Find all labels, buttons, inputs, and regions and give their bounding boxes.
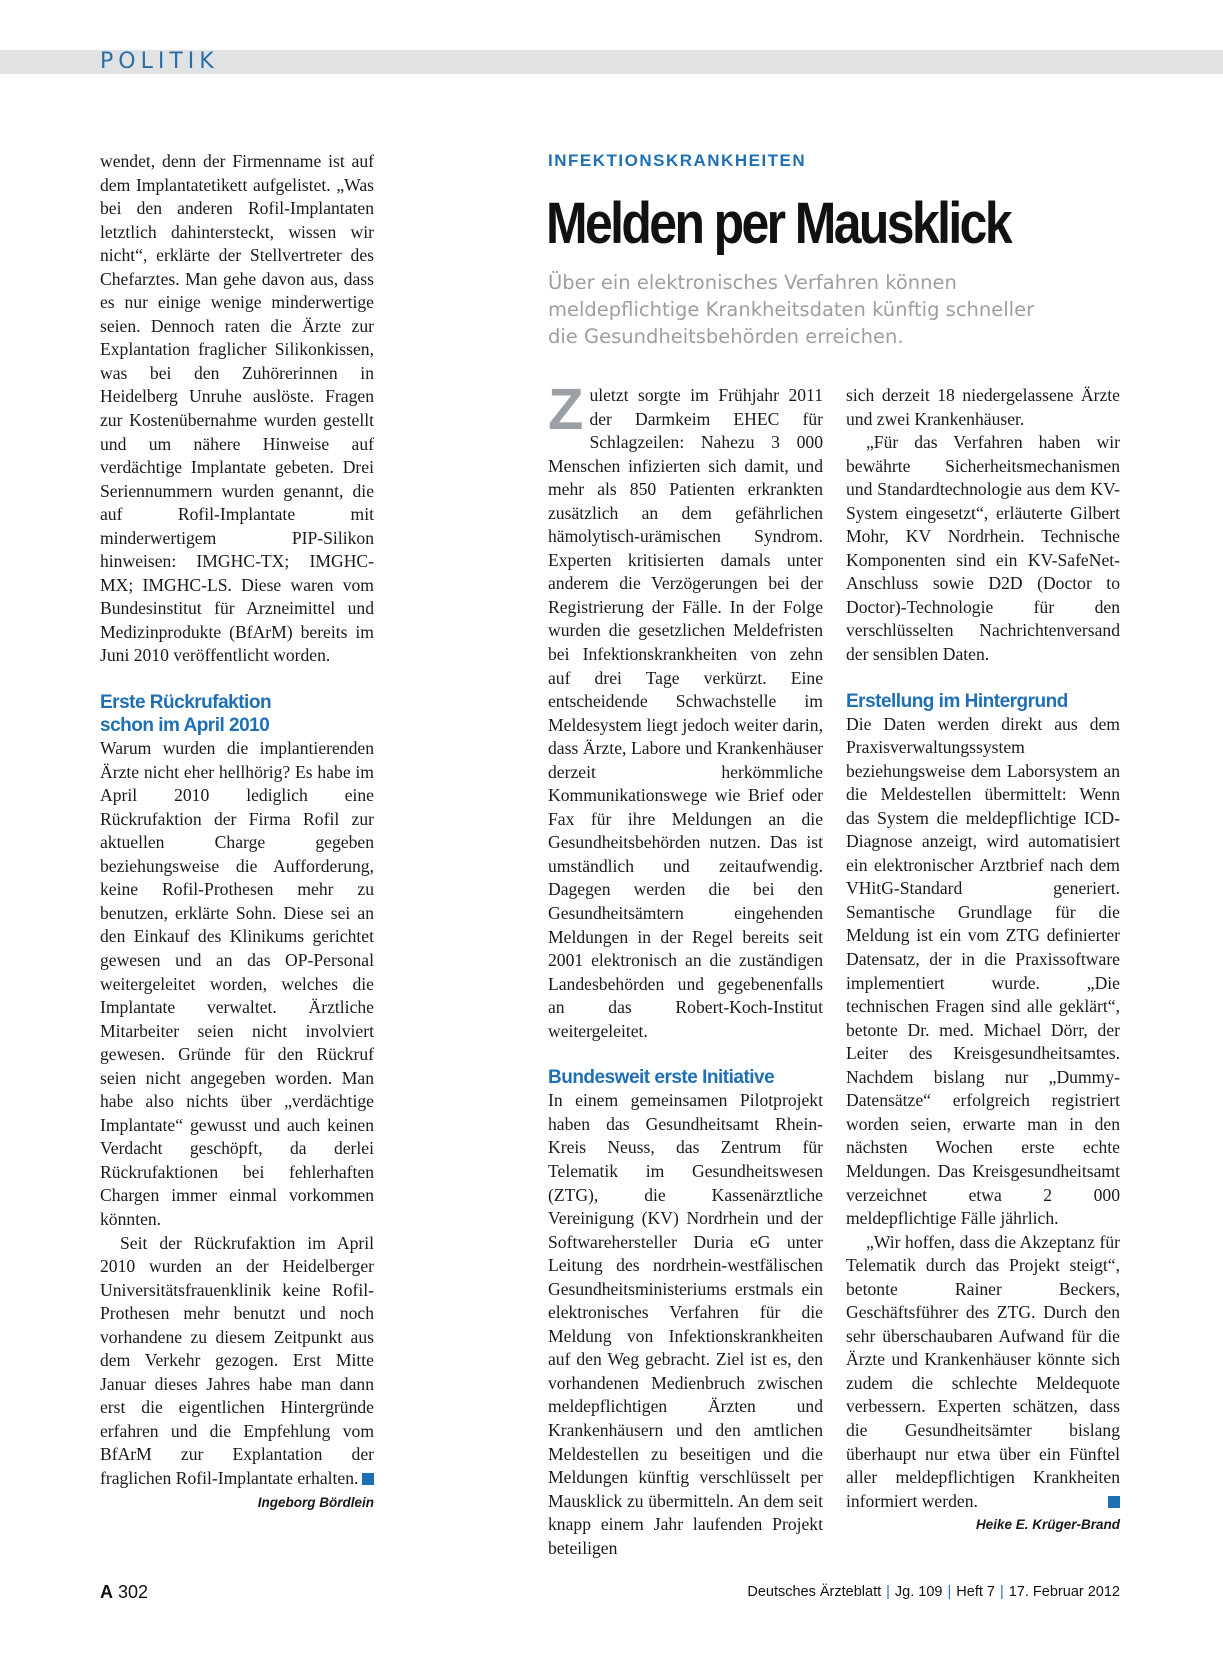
- separator: |: [886, 1584, 890, 1600]
- page-prefix: A: [100, 1582, 113, 1602]
- deck-line: Über ein elektronisches Verfahren können: [548, 271, 957, 294]
- journal-name: Deutsches Ärzteblatt: [747, 1584, 882, 1600]
- deck-line: die Gesundheitsbehörden erreichen.: [548, 325, 904, 348]
- body-paragraph: [100, 1232, 374, 1491]
- paragraph-text: uletzt sorgte im Frühjahr 2011 der Darmkeim EHEC für Schlagzeilen: Nahezu 3 000 Menschen infizierten sich damit, und mehr als 850 Patienten erkrankten zusätzlich an dem gefährlichen hämolytisch-urämischen Syndrom. Experten kritisierten damals unter anderem die Verzögerungen bei der Registrierung der Fälle. In der Folge wurden die gesetzlichen Meldefristen bei Infektionskrankheiten von zehn auf drei Tage verkürzt. Eine entscheidende Schwachstelle im Meldesystem liegt jedoch weiter darin, dass Ärzte, Labore und Krankenhäuser derzeit herkömmliche Kommunikationswege wie Brief oder Fax für ihre Meldungen an die Gesundheitsbehörden nutzen. Das ist umständlich und zeitaufwendig. Dagegen werden die bei den Gesundheitsämtern eingehenden Meldungen in der Regel bereits seit 2001 elektronisch an die zuständigen Landesbehörden und gegebenenfalls an das Robert-Koch-Institut weitergeleitet.: [548, 385, 823, 1041]
- body-paragraph: Warum wurden die implantierenden Ärzte nicht eher hellhörig? Es habe im April 2010 lediglich eine Rückrufaktion der Firma Rofil zur aktuellen Charge gegeben beziehungsweise die Aufforderung, keine Rofil-Prothesen mehr zu benutzen, erklärte Sohn. Diese sei an den Einkauf des Klinikums gerichtet gewesen und an das OP-Personal weitergeleitet worden, welches die Implantate verwaltet. Ärztliche Mitarbeiter seien nicht involviert gewesen. Gründe für den Rückruf seien nicht angegeben worden. Man habe also nichts über „verdächtige Implantate“ gewusst und auch keinen Verdacht geschöpft, da derlei Rückrufaktionen bei fehlerhaften Chargen immer einmal vorkommen könnten.: [100, 738, 374, 1229]
- author-byline: Heike E. Krüger-Brand: [975, 1517, 1120, 1533]
- body-paragraph: In einem gemeinsamen Pilotprojekt haben das Gesundheitsamt Rhein-Kreis Neuss, das Zentrum für Telematik im Gesundheitswesen (ZTG), die Kassenärztliche Vereinigung (KV) Nordrhein und der Softwarehersteller Duria eG unter Leitung des nordrhein-westfälischen Gesundheitsministeriums erstmals ein elektronisches Verfahren für die Meldung von Infektionskrankheiten auf den Weg gebracht. Ziel ist es, den vorhandenen Medienbruch zwischen meldepflichtigen Ärzten und Krankenhäusern und den amtlichen Meldestellen zu beseitigen und die Meldungen künftig verschlüsselt per Mausklick zu übermitteln. An dem seit knapp einem Jahr laufenden Projekt beteiligen: [548, 1090, 823, 1558]
- end-mark-icon: [362, 1473, 374, 1485]
- paragraph-text: „Wir hoffen, dass die Akzeptanz für Telematik durch das Projekt steigt“, betonte Rainer Beckers, Geschäftsführer des ZTG. Durch den sehr überschaubaren Aufwand für die Ärzte und Krankenhäuser könnte sich zudem die schlechte Meldequote verbessern. Experten schätzen, dass die Gesundheitsämter bislang überhaupt nur etwa über ein Fünftel aller meldepflichtigen Krankheiten informiert werden.: [846, 1231, 1120, 1511]
- body-paragraph: Die Daten werden direkt aus dem Praxisverwaltungssystem beziehungsweise dem Laborsystem an die Meldestellen übermittelt: Wenn das System die meldepflichtige ICD-Diagnose anzeigt, wird automatisiert ein elektronischer Arztbrief nach dem VHitG-Standard generiert. Semantische Grundlage für die Meldung ist ein vom ZTG definierter Datensatz, der in die Praxissoftware implementiert wurde. „Die technischen Fragen sind alle geklärt“, betonte Dr. med. Michael Dörr, der Leiter des Kreisgesundheitsamtes. Nachdem bislang nur „Dummy-Datensätze“ erfolgreich registriert worden seien, erwarte man in den nächsten Wochen erste echte Meldungen. Das Kreisgesundheitsamt verzeichnet etwa 2 000 meldepflichtige Fälle jährlich.: [846, 713, 1120, 1229]
- page-number: [100, 1582, 148, 1603]
- article-deck: [548, 269, 1088, 350]
- deck-line: meldepflichtige Krankheitsdaten künftig schneller: [548, 298, 1035, 321]
- separator: |: [947, 1584, 952, 1600]
- article-headline: Melden per Mausklick: [546, 191, 1011, 256]
- separator: |: [999, 1584, 1004, 1600]
- drop-cap: Z: [548, 377, 584, 442]
- journal-info: [747, 1584, 1120, 1600]
- body-paragraph: sich derzeit 18 niedergelassene Ärzte und zwei Krankenhäuser.: [846, 385, 1120, 429]
- page-number-value: 302: [118, 1582, 149, 1602]
- body-paragraph: wendet, denn der Firmenname ist auf dem Implantatetikett aufgelistet. „Was bei den anderen Rofil-Implantaten letztlich dahintersteckt, wissen wir nicht“, erklärte der Stellvertreter des Chefarztes. Man gehe davon aus, dass es nur einige wenige minderwertige seien. Dennoch raten die Ärzte zur Explantation fraglicher Silikonkissen, was bei den Zuhörerinnen in Heidelberg Unruhe auslöste. Fragen zur Kostenübernahme wurden gestellt und um nähere Hinweise auf verdächtige Implantate gebeten. Drei Seriennummern wurden genannt, die auf Rofil-Implantate mit minderwertigem PIP-Silikon hinweisen: IMGHC-TX; IMGHC-MX; IMGHC-LS. Diese waren vom Bundesinstitut für Arzneimittel und Medizinprodukte (BfArM) bereits im Juni 2010 veröffentlicht worden.: [100, 151, 374, 666]
- article-kicker: INFEKTIONSKRANKHEITEN: [548, 151, 807, 170]
- subheading: Erstellung im Hintergrund: [846, 690, 1068, 712]
- article-column-right: [846, 384, 1120, 1536]
- article-column-middle: [548, 377, 823, 1560]
- journal-issue: Heft 7: [956, 1584, 995, 1600]
- paragraph-text: Seit der Rückrufaktion im April 2010 wurden an der Heidelberger Universitätsfrauenklinik keine Rofil-Prothesen mehr benutzt und noch vorhandene zu diesem Zeitpunkt aus dem Verkehr gezogen. Erst Mitte Januar dieses Jahres habe man dann erst die eigentlichen Hintergründe erfahren und die Empfehlung vom BfArM zur Explantation der fraglichen Rofil-Implantate erhalten.: [100, 1232, 374, 1488]
- body-paragraph: „Für das Verfahren haben wir bewährte Sicherheitsmechanismen und Standardtechnologie aus dem KV-System eingesetzt“, erläuterte Gilbert Mohr, KV Nordrhein. Technische Komponenten sind ein KV-SafeNet-Anschluss sowie D2D (Doctor to Doctor)-Technologie für den verschlüsselten Nachrichtenversand der sensiblen Daten.: [846, 432, 1120, 665]
- subheading-line: Erste Rückrufaktion: [100, 692, 272, 714]
- section-label: POLITIK: [100, 49, 219, 74]
- author-byline: Ingeborg Bördlein: [257, 1494, 374, 1510]
- body-paragraph: [548, 377, 823, 1043]
- journal-date: 17. Februar 2012: [1008, 1584, 1120, 1600]
- subheading-line: schon im April 2010: [100, 715, 270, 737]
- journal-volume: Jg. 109: [894, 1584, 943, 1600]
- subheading: Bundesweit erste Initiative: [548, 1067, 775, 1089]
- previous-article-column: [100, 150, 374, 1514]
- subheading: [100, 691, 374, 737]
- body-paragraph: [846, 1231, 1120, 1514]
- end-mark-icon: [1108, 1496, 1120, 1508]
